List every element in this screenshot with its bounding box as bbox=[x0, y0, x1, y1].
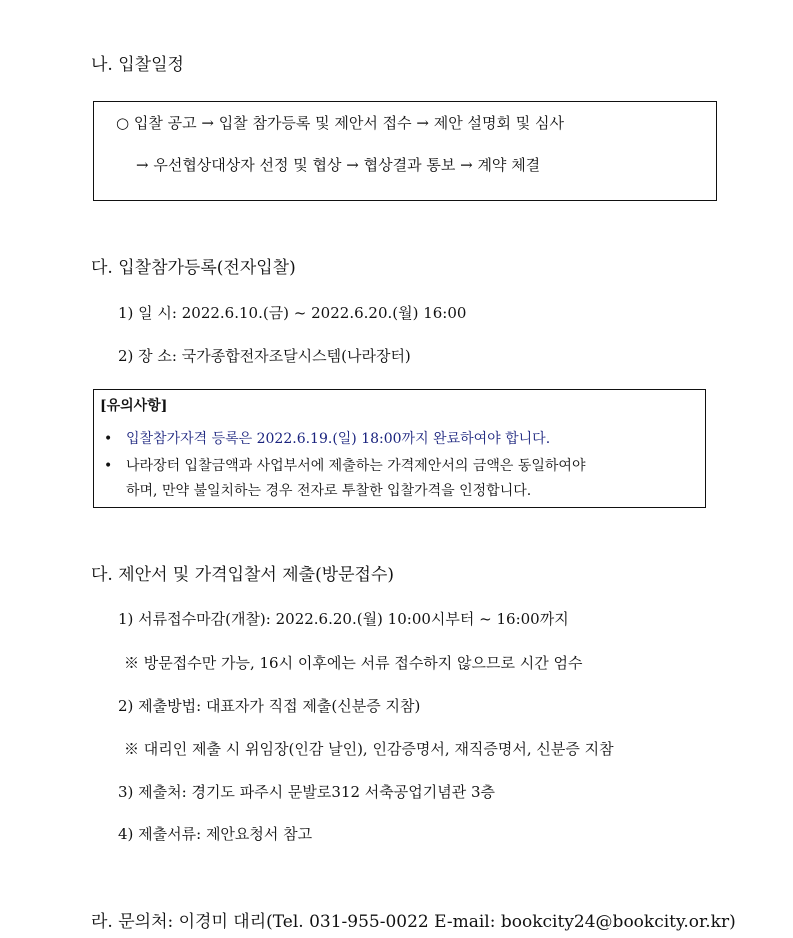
submission-item-2: 2) 제출방법: 대표자가 직접 제출(신분증 지참) bbox=[118, 697, 421, 715]
notice-item-2-text: 나라장터 입찰금액과 사업부서에 제출하는 가격제안서의 금액은 동일하여야 bbox=[126, 458, 586, 474]
registration-heading: 다. 입찰참가등록(전자입찰) bbox=[91, 258, 296, 278]
bullet-icon: • bbox=[104, 458, 113, 474]
submission-heading: 다. 제안서 및 가격입찰서 제출(방문접수) bbox=[91, 565, 395, 585]
submission-item-4: 4) 제출서류: 제안요청서 참고 bbox=[118, 825, 313, 843]
contact-line: 라. 문의처: 이경미 대리(Tel. 031-955-0022 E-mail: bookcity24@bookcity.or.kr) bbox=[91, 912, 736, 932]
notice-item-2 bbox=[104, 455, 585, 475]
submission-note-2: ※ 대리인 제출 시 위임장(인감 날인), 인감증명서, 재직증명서, 신분증 지참 bbox=[124, 740, 614, 758]
registration-item-1: 1) 일 시: 2022.6.10.(금) ~ 2022.6.20.(월) 16:00 bbox=[118, 304, 467, 322]
schedule-line-2: → 우선협상대상자 선정 및 협상 → 협상결과 통보 → 계약 체결 bbox=[136, 156, 541, 174]
bullet-icon: • bbox=[104, 431, 113, 447]
notice-item-2-cont: 하며, 만약 불일치하는 경우 전자로 투찰한 입찰가격을 인정합니다. bbox=[126, 483, 532, 499]
schedule-box bbox=[93, 101, 717, 201]
submission-item-1: 1) 서류접수마감(개찰): 2022.6.20.(월) 10:00시부터 ~ 16:00까지 bbox=[118, 610, 569, 628]
schedule-line-1: ○ 입찰 공고 → 입찰 참가등록 및 제안서 접수 → 제안 설명회 및 심사 bbox=[116, 114, 564, 132]
submission-item-3: 3) 제출처: 경기도 파주시 문발로312 서축공업기념관 3층 bbox=[118, 783, 496, 801]
registration-item-2: 2) 장 소: 국가종합전자조달시스템(나라장터) bbox=[118, 347, 411, 365]
submission-note-1: ※ 방문접수만 가능, 16시 이후에는 서류 접수하지 않으므로 시간 엄수 bbox=[124, 654, 583, 672]
notice-item-1 bbox=[104, 428, 550, 448]
notice-title: [유의사항] bbox=[100, 398, 168, 414]
schedule-heading: 나. 입찰일정 bbox=[91, 55, 184, 75]
notice-box bbox=[93, 389, 706, 508]
notice-item-1-text: 입찰참가자격 등록은 2022.6.19.(일) 18:00까지 완료하여야 합니다. bbox=[126, 431, 551, 447]
